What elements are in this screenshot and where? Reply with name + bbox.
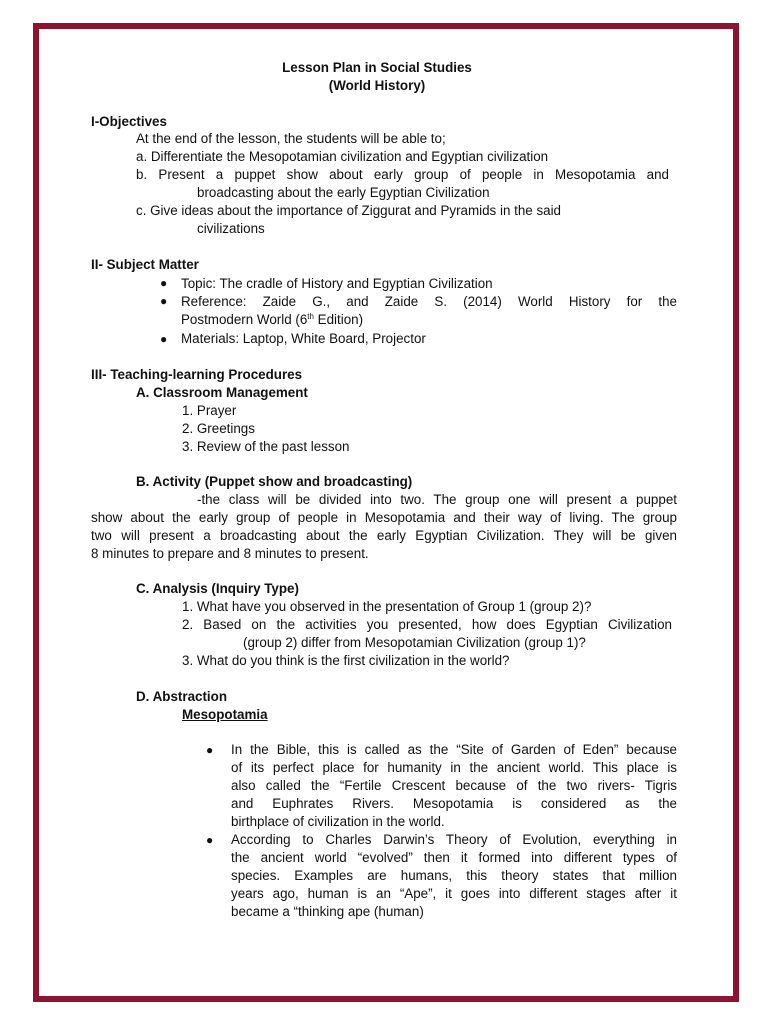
- abstraction-bullet-2-line: years ago, human is an “Ape”, it goes into different stages after it: [231, 886, 677, 901]
- title-line-1: Lesson Plan in Social Studies: [282, 60, 472, 75]
- bullet-icon: ●: [160, 332, 168, 346]
- abstraction-bullet-1-line: and Euphrates Rivers. Mesopotamia is considered as the: [231, 796, 677, 811]
- analysis-question-3: 3. What do you think is the first civilization in the world?: [182, 653, 510, 668]
- objectives-heading: I-Objectives: [91, 114, 167, 129]
- classroom-item: 2. Greetings: [182, 421, 255, 436]
- objective-a: a. Differentiate the Mesopotamian civilization and Egyptian civilization: [136, 149, 549, 164]
- bullet-icon: ●: [160, 294, 168, 308]
- abstraction-bullet-1-line: In the Bible, this is called as the “Site of Garden of Eden” because: [231, 742, 677, 757]
- objectives-intro: At the end of the lesson, the students will be able to;: [136, 131, 446, 146]
- analysis-heading: C. Analysis (Inquiry Type): [136, 581, 299, 596]
- title-line-2: (World History): [328, 78, 426, 93]
- procedures-heading: III- Teaching-learning Procedures: [91, 367, 303, 382]
- subject-materials: Materials: Laptop, White Board, Projector: [181, 331, 426, 346]
- subject-reference-line-1: Reference: Zaide G., and Zaide S. (2014) World History for the: [181, 294, 677, 309]
- abstraction-bullet-1-line: birthplace of civilization in the world.: [231, 814, 445, 829]
- activity-heading: B. Activity (Puppet show and broadcasting): [136, 474, 413, 489]
- bullet-icon: ●: [206, 743, 214, 757]
- activity-text-line-3: two will present a broadcasting about the early Egyptian Civilization. They will be given: [91, 528, 677, 543]
- bullet-icon: ●: [160, 276, 168, 290]
- abstraction-bullet-2-line: According to Charles Darwin’s Theory of Evolution, everything in: [231, 832, 677, 847]
- subject-reference-line-2: Postmodern World (6th Edition): [181, 312, 364, 327]
- abstraction-bullet-2-line: became a “thinking ape (human): [231, 904, 424, 919]
- subject-matter-heading: II- Subject Matter: [91, 257, 199, 272]
- objective-b-line-2: broadcasting about the early Egyptian Civilization: [197, 185, 490, 200]
- subject-topic: Topic: The cradle of History and Egyptian Civilization: [181, 276, 493, 291]
- bullet-icon: ●: [206, 833, 214, 847]
- classroom-management-heading: A. Classroom Management: [136, 385, 308, 400]
- objective-c-line-2: civilizations: [197, 221, 265, 236]
- classroom-item: 3. Review of the past lesson: [182, 439, 350, 454]
- abstraction-bullet-1-line: of its perfect place for humanity in the ancient world. This place is: [231, 760, 677, 775]
- activity-text-line-1: -the class will be divided into two. The group one will present a puppet: [197, 492, 677, 507]
- abstraction-bullet-2-line: species. Examples are humans, this theory states that million: [231, 868, 677, 883]
- classroom-item: 1. Prayer: [182, 403, 237, 418]
- abstraction-heading: D. Abstraction: [136, 689, 228, 704]
- abstraction-bullet-2-line: the ancient world “evolved” then it formed into different types of: [231, 850, 677, 865]
- activity-text-line-2: show about the early group of people in Mesopotamia and their way of living. The group: [91, 510, 677, 525]
- mesopotamia-subheading: Mesopotamia: [182, 707, 268, 722]
- analysis-question-2-line-1: 2. Based on the activities you presented, how does Egyptian Civilization: [182, 617, 672, 632]
- objective-b-line-1: b. Present a puppet show about early group of people in Mesopotamia and: [136, 167, 669, 182]
- analysis-question-2-line-2: (group 2) differ from Mesopotamian Civilization (group 1)?: [243, 635, 586, 650]
- activity-text-line-4: 8 minutes to prepare and 8 minutes to present.: [91, 546, 369, 561]
- abstraction-bullet-1-line: also called the “Fertile Crescent because of the two rivers- Tigris: [231, 778, 677, 793]
- objective-c-line-1: c. Give ideas about the importance of Ziggurat and Pyramids in the said: [136, 203, 562, 218]
- analysis-question-1: 1. What have you observed in the presentation of Group 1 (group 2)?: [182, 599, 592, 614]
